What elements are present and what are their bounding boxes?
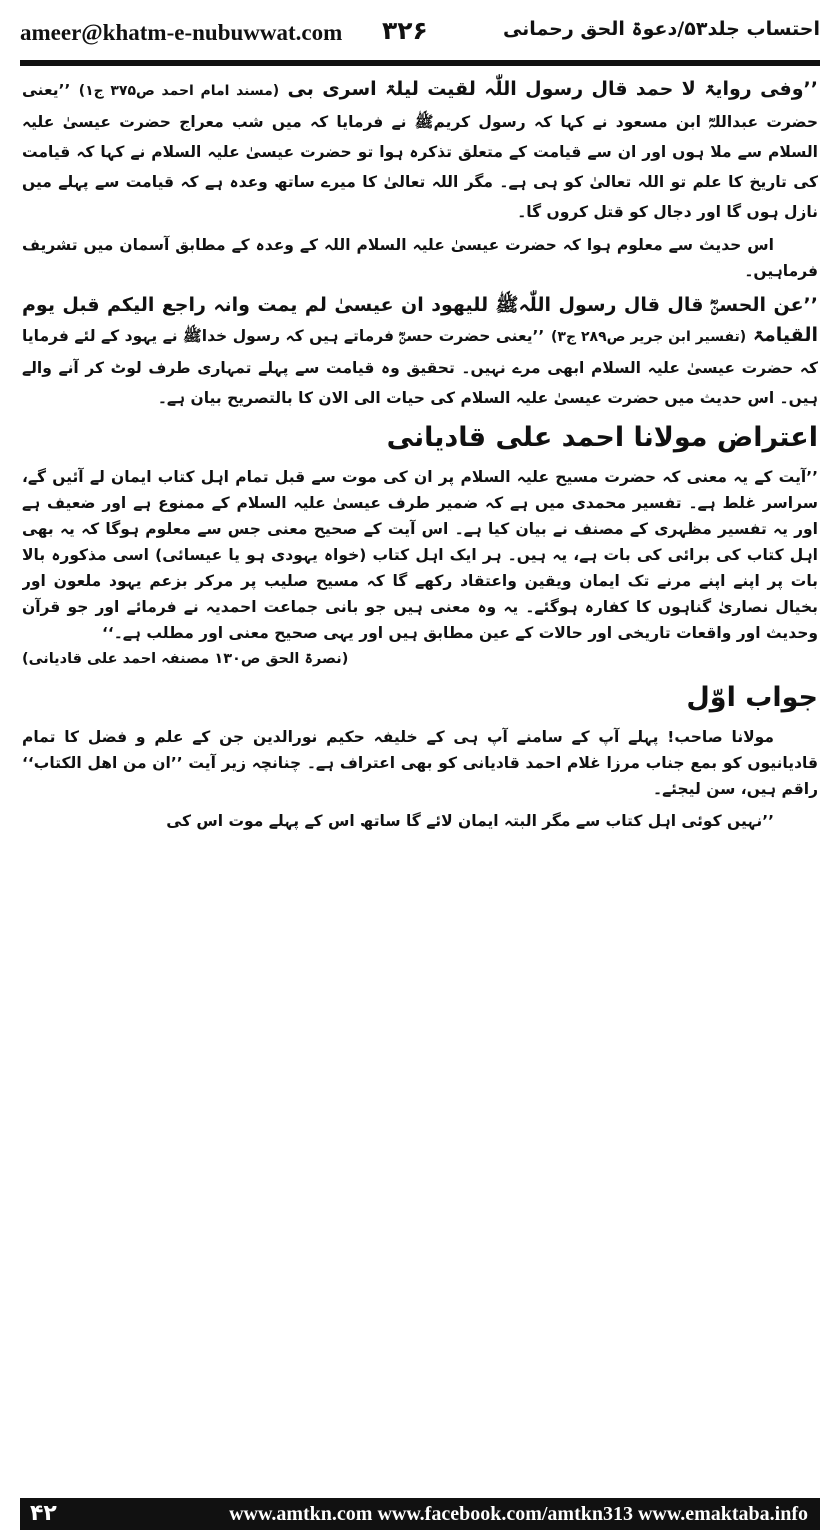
- page-header: [20, 16, 820, 50]
- header-divider: [20, 60, 820, 66]
- section-heading-answer: جواب اوّل: [686, 682, 818, 713]
- header-email: ameer@khatm-e-nubuwwat.com: [20, 20, 343, 45]
- objection-reference: (نصرۃ الحق ص۱۳۰ مصنفہ احمد علی قادیانی): [22, 651, 349, 667]
- header-page-number: ۳۲۶: [382, 16, 428, 45]
- objection-text: ’’آیت کے یہ معنی کہ حضرت مسیح علیہ السلام پر ان کی موت سے قبل تمام اہل کتاب ایمان لے آئیں گے، سراسر غلط ہے۔ تفسیر محمدی میں ہے کہ ضمیر طرف عیسیٰ علیہ السلام کے ممنوع ہے اور ضعیف ہے اور یہ تفسیر مظہری کے مصنف نے بیان کیا ہے۔ اس آیت کے صحیح معنی جس سے معلوم ہوگا کہ یہ بھی اہل کتاب کی برائی کی بات ہے، یہ ہیں۔ ہر ایک اہل کتاب (خواہ یہودی ہو یا عیسائی) اسی مذکورہ بالا بات پر اپنے اپنے مرنے تک ایمان ویقین واعتقاد رکھے گا کہ مسیح صلیب پر مرکر بزعم یہود ملعون اور بخیال نصاریٰ گناہوں کا کفارہ ہوگئے۔ یہ وہ معنی ہیں جو بانی جماعت احمدیہ نے فرمائے اور جو قرآن وحدیث اور واقعات تاریخی اور حالات کے عین مطابق ہیں اور یہی صحیح معنی اور مطلب ہے۔‘‘: [22, 468, 818, 642]
- paragraph-hadith-1: [22, 74, 818, 226]
- footer-page-number: ۴۲: [30, 1501, 57, 1526]
- paragraph-hadith-2: [22, 290, 818, 412]
- page-footer: [20, 1498, 820, 1530]
- paragraph-answer: مولانا صاحب! پہلے آپ کے سامنے آپ ہی کے خلیفہ حکیم نورالدین جن کے علم و فضل کا تمام قادیانیوں کو بمع جناب مرزا غلام احمد قادیانی کو بھی اعتراف ہے۔ چنانچہ زیر آیت ’’ان من اھل الکتاب‘‘ راقم ہیں، سن لیجئے۔: [22, 728, 818, 798]
- hadith-1-translation: ’’یعنی حضرت عبداللہؓ ابن مسعود نے کہا کہ رسول کریمﷺ نے فرمایا کہ میں شب معراج حضرت عیسیٰ علیہ السلام سے ملا ہوں اور ان سے قیامت کے متعلق تذکرہ ہوا تو حضرت عیسیٰ علیہ السلام نے کہا کہ قیامت کی تاریخ کا علم تو اللہ تعالیٰ کو ہی ہے۔ مگر اللہ تعالیٰ کا میرے ساتھ وعدہ ہے کہ قیامت سے پہلے میں نازل ہوں گا اور دجال کو قتل کروں گا۔: [22, 81, 818, 221]
- hadith-1-arabic: ’’وفی روایۃ لا حمد قال رسول اللّٰہ لقیت لیلۃ اسری بی: [287, 78, 818, 100]
- hadith-2-reference: (تفسیر ابن جریر ص۲۸۹ ج۳): [551, 329, 747, 345]
- section-heading-objection: اعتراض مولانا احمد علی قادیانی: [386, 422, 818, 453]
- footer-urls: www.amtkn.com www.facebook.com/amtkn313 www.emaktaba.info: [229, 1503, 808, 1525]
- paragraph-objection-quote: [22, 464, 818, 672]
- paragraph-commentary-1: اس حدیث سے معلوم ہوا کہ حضرت عیسیٰ علیہ السلام اللہ کے وعدہ کے مطابق آسمان میں تشریف فرماہیں۔: [22, 236, 818, 280]
- hadith-2-arabic: ’’عن الحسنؓ قال قال رسول اللّٰہﷺ للیھود ان عیسیٰ لم یمت وانہ راجع الیکم قبل یوم القیامۃ: [22, 294, 818, 346]
- paragraph-quote-continues: ’’نہیں کوئی اہل کتاب سے مگر البتہ ایمان لائے گا ساتھ اس کے پہلے موت اس کی: [166, 812, 774, 830]
- header-book-title: احتساب جلد۵۳/دعوۃ الحق رحمانی: [502, 18, 820, 40]
- hadith-1-reference: (مسند امام احمد ص۳۷۵ ج۱): [78, 83, 280, 99]
- hadith-2-translation: ’’یعنی حضرت حسنؓ فرماتے ہیں کہ رسول خداﷺ نے یہود کے لئے فرمایا کہ حضرت عیسیٰ علیہ السلام ابھی مرے نہیں۔ تحقیق وہ قیامت سے پہلے تمہاری طرف لوٹ کر آنے والے ہیں۔ اس حدیث میں حضرت عیسیٰ علیہ السلام کی حیات الی الان کا بالتصریح بیان ہے۔: [22, 327, 818, 407]
- page-body: [22, 74, 818, 1496]
